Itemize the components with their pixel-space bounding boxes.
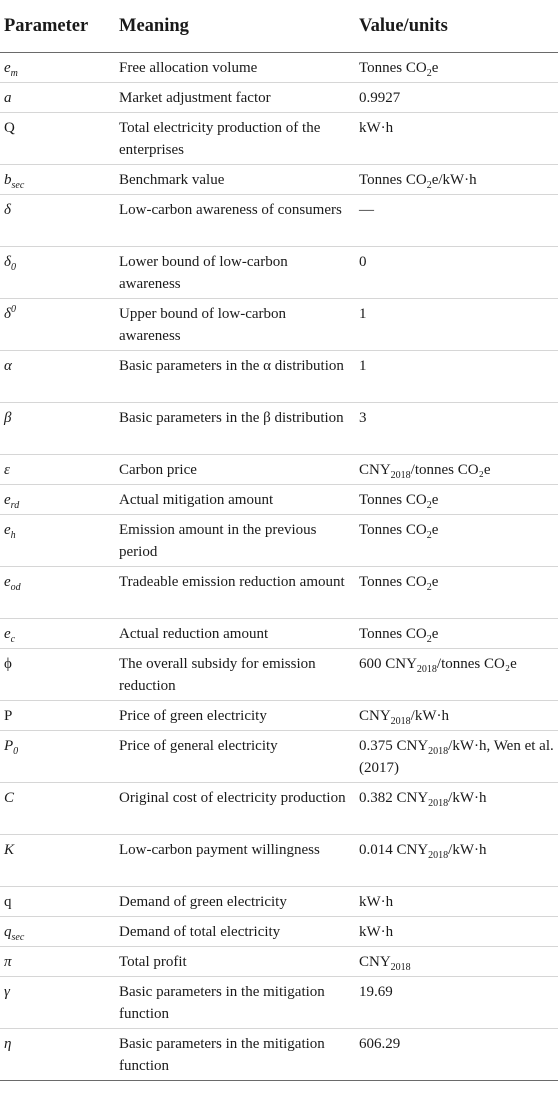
table-row (0, 917, 558, 947)
value-suffix: /tonnes CO₂e (436, 656, 517, 672)
value-text: CNY (359, 708, 391, 724)
value-text: 1 (359, 358, 367, 374)
table-row (0, 567, 558, 619)
table-row (0, 515, 558, 567)
table-row (0, 403, 558, 455)
parameter-meaning: Original cost of electricity production (119, 790, 346, 806)
symbol-subscript: sec (11, 180, 25, 191)
symbol-base: b (4, 172, 12, 188)
symbol-subscript: rd (10, 500, 20, 511)
table-row (0, 649, 558, 701)
parameter-symbol (0, 649, 115, 701)
parameter-meaning: Free allocation volume (119, 60, 258, 76)
parameter-value (355, 485, 558, 515)
value-text: kW·h (359, 924, 394, 940)
parameter-value (355, 113, 558, 165)
parameter-meaning: Basic parameters in the mitigation function (119, 1036, 325, 1074)
symbol-base: δ (4, 306, 11, 322)
value-subscript: 2018 (390, 962, 411, 973)
parameter-meaning: Price of general electricity (119, 738, 278, 754)
value-text: 600 CNY (359, 656, 417, 672)
parameter-meaning: Upper bound of low-carbon awareness (119, 306, 287, 344)
parameter-meaning: Total electricity production of the enterprises (119, 120, 321, 158)
symbol-base: β (4, 410, 12, 426)
table-header (0, 0, 558, 53)
parameter-meaning: Lower bound of low-carbon awareness (119, 254, 288, 292)
symbol-base: δ (4, 254, 11, 270)
parameter-meaning: Emission amount in the previous period (119, 522, 317, 560)
value-subscript: 2018 (390, 470, 411, 481)
value-text: CNY (359, 954, 391, 970)
table-row (0, 835, 558, 887)
table-row (0, 299, 558, 351)
symbol-superscript: 0 (10, 304, 16, 315)
value-text: — (359, 202, 374, 218)
parameter-symbol (0, 731, 115, 783)
parameter-symbol (0, 455, 115, 485)
value-text: 1 (359, 306, 367, 322)
symbol-base: γ (4, 984, 10, 1000)
value-text: 0.9927 (359, 90, 401, 106)
symbol-subscript: 0 (13, 746, 19, 757)
value-suffix: /kW·h, Wen et al. (2017) (359, 738, 554, 776)
symbol-base: K (4, 842, 15, 858)
symbol-subscript: c (10, 634, 16, 645)
table-row (0, 351, 558, 403)
value-text: Tonnes CO (359, 172, 427, 188)
symbol-base: π (4, 954, 12, 970)
header-parameter: Parameter (0, 0, 115, 53)
value-subscript: 2018 (416, 664, 437, 675)
value-text: Tonnes CO (359, 626, 427, 642)
parameter-value (355, 83, 558, 113)
parameter-value (355, 53, 558, 83)
table-row (0, 83, 558, 113)
table-row (0, 947, 558, 977)
value-suffix: /kW·h (448, 842, 487, 858)
table-row (0, 619, 558, 649)
parameter-value (355, 195, 558, 247)
value-subscript: 2018 (428, 746, 449, 757)
value-text: 19.69 (359, 984, 393, 1000)
parameter-value (355, 649, 558, 701)
table-row (0, 701, 558, 731)
value-text: 0.014 CNY (359, 842, 429, 858)
value-subscript: 2 (426, 582, 432, 593)
parameter-meaning: Demand of green electricity (119, 894, 287, 910)
parameter-meaning: Basic parameters in the mitigation function (119, 984, 325, 1022)
symbol-base: e (4, 574, 11, 590)
value-text: Tonnes CO (359, 522, 427, 538)
value-text: 0.375 CNY (359, 738, 429, 754)
value-subscript: 2 (426, 530, 432, 541)
symbol-base: C (4, 790, 15, 806)
table-row (0, 731, 558, 783)
parameter-meaning: The overall subsidy for emission reduction (119, 656, 316, 694)
symbol-subscript: od (10, 582, 21, 593)
parameter-symbol (0, 887, 115, 917)
parameter-value (355, 835, 558, 887)
parameter-symbol (0, 485, 115, 515)
value-text: kW·h (359, 120, 394, 136)
symbol-base: P (4, 708, 13, 724)
parameter-value (355, 731, 558, 783)
parameter-symbol (0, 567, 115, 619)
symbol-base: δ (4, 202, 11, 218)
parameter-value (355, 887, 558, 917)
parameter-symbol (0, 53, 115, 83)
parameter-meaning: Basic parameters in the β distribution (119, 410, 344, 426)
value-suffix: e (431, 522, 439, 538)
table-row (0, 455, 558, 485)
parameter-meaning: Carbon price (119, 462, 197, 478)
value-text: 606.29 (359, 1036, 401, 1052)
parameter-value (355, 1029, 558, 1081)
parameter-meaning: Actual reduction amount (119, 626, 269, 642)
value-subscript: 2 (426, 500, 432, 511)
symbol-base: a (4, 90, 12, 106)
value-text: kW·h (359, 894, 394, 910)
value-subscript: 2018 (390, 716, 411, 727)
parameter-symbol (0, 351, 115, 403)
symbol-subscript: m (10, 68, 18, 79)
parameter-symbol (0, 195, 115, 247)
table-row (0, 195, 558, 247)
parameter-meaning: Benchmark value (119, 172, 225, 188)
parameter-value (355, 977, 558, 1029)
value-text: 0 (359, 254, 367, 270)
table-row (0, 53, 558, 83)
parameter-value (355, 403, 558, 455)
symbol-base: ε (4, 462, 10, 478)
table-row (0, 977, 558, 1029)
parameter-value (355, 783, 558, 835)
parameter-symbol (0, 515, 115, 567)
parameter-meaning: Basic parameters in the α distribution (119, 358, 344, 374)
parameter-meaning: Total profit (119, 954, 187, 970)
parameter-value (355, 515, 558, 567)
table-row (0, 113, 558, 165)
value-text: CNY (359, 462, 391, 478)
parameter-symbol (0, 113, 115, 165)
parameter-value (355, 351, 558, 403)
value-suffix: e (431, 60, 439, 76)
parameter-symbol (0, 947, 115, 977)
table-row (0, 165, 558, 195)
parameter-meaning: Market adjustment factor (119, 90, 271, 106)
parameter-symbol (0, 165, 115, 195)
symbol-base: ϕ (4, 656, 12, 672)
parameter-meaning: Actual mitigation amount (119, 492, 274, 508)
parameter-value (355, 701, 558, 731)
symbol-base: q (4, 894, 12, 910)
parameter-symbol (0, 247, 115, 299)
value-suffix: e (431, 574, 439, 590)
symbol-base: α (4, 358, 12, 374)
value-text: Tonnes CO (359, 492, 427, 508)
parameter-value (355, 299, 558, 351)
symbol-base: e (4, 492, 11, 508)
symbol-subscript: h (10, 530, 16, 541)
parameter-symbol (0, 701, 115, 731)
value-suffix: /kW·h (448, 790, 487, 806)
parameter-meaning: Low-carbon payment willingness (119, 842, 320, 858)
value-suffix: e/kW·h (431, 172, 477, 188)
value-suffix: e (431, 626, 439, 642)
symbol-base: Q (4, 120, 15, 136)
symbol-subscript: sec (11, 932, 25, 943)
value-subscript: 2018 (428, 798, 449, 809)
value-suffix: /kW·h (410, 708, 449, 724)
value-text: 0.382 CNY (359, 790, 429, 806)
parameter-symbol (0, 1029, 115, 1081)
header-meaning: Meaning (115, 0, 355, 53)
parameter-meaning: Tradeable emission reduction amount (119, 574, 345, 590)
symbol-base: e (4, 626, 11, 642)
parameter-value (355, 567, 558, 619)
parameter-symbol (0, 783, 115, 835)
table-row (0, 485, 558, 515)
value-text: 3 (359, 410, 367, 426)
table-body (0, 53, 558, 1081)
parameter-value (355, 165, 558, 195)
symbol-base: P (4, 738, 14, 754)
value-text: Tonnes CO (359, 574, 427, 590)
symbol-base: η (4, 1036, 12, 1052)
parameter-value (355, 247, 558, 299)
value-subscript: 2 (426, 634, 432, 645)
parameter-value (355, 917, 558, 947)
header-value: Value/units (355, 0, 558, 53)
symbol-base: e (4, 522, 11, 538)
table-row (0, 1029, 558, 1081)
parameter-symbol (0, 619, 115, 649)
parameter-symbol (0, 299, 115, 351)
parameter-meaning: Price of green electricity (119, 708, 267, 724)
parameter-value (355, 455, 558, 485)
parameter-value (355, 947, 558, 977)
table-row (0, 887, 558, 917)
symbol-subscript: 0 (10, 262, 16, 273)
value-subscript: 2 (426, 68, 432, 79)
parameter-symbol (0, 403, 115, 455)
value-text: Tonnes CO (359, 60, 427, 76)
symbol-base: e (4, 60, 11, 76)
table-row (0, 783, 558, 835)
parameter-meaning: Demand of total electricity (119, 924, 281, 940)
parameter-symbol (0, 977, 115, 1029)
parameter-symbol (0, 83, 115, 113)
parameter-meaning: Low-carbon awareness of consumers (119, 202, 342, 218)
value-suffix: /tonnes CO₂e (410, 462, 491, 478)
parameter-symbol (0, 917, 115, 947)
table-row (0, 247, 558, 299)
parameter-symbol (0, 835, 115, 887)
value-suffix: e (431, 492, 439, 508)
value-subscript: 2018 (428, 850, 449, 861)
symbol-base: q (4, 924, 12, 940)
parameter-value (355, 619, 558, 649)
value-subscript: 2 (426, 180, 432, 191)
